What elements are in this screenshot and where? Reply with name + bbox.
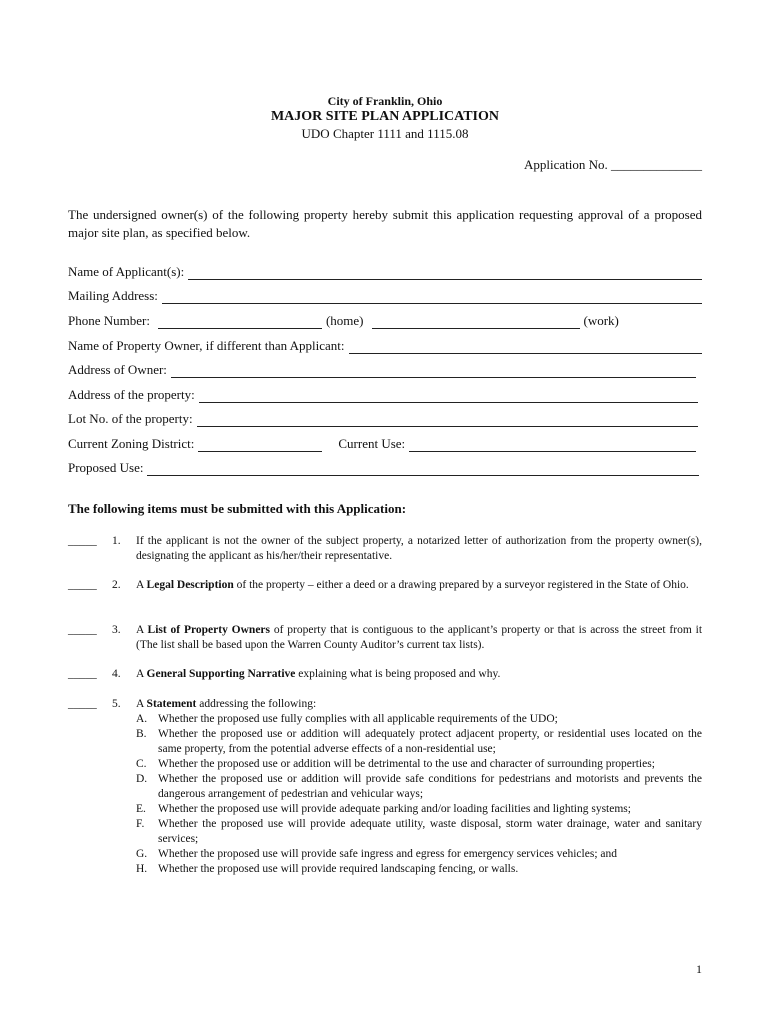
item-text-prefix: A [136, 579, 147, 591]
list-item [68, 534, 702, 566]
statement-letter: G. [136, 848, 148, 860]
current-use-line[interactable] [409, 439, 696, 452]
statement-letter: C. [136, 758, 147, 770]
proposed-use-field[interactable] [68, 460, 699, 476]
proposed-use-line[interactable] [147, 463, 699, 476]
statement-text: Whether the proposed use fully complies with all applicable requirements of the UDO; [158, 713, 558, 725]
item-bold-term: List of Property Owners [147, 624, 271, 636]
item-bold-term: Legal Description [146, 579, 234, 591]
statement-text: Whether the proposed use will provide adequate parking and/or loading facilities and lighting systems; [158, 803, 631, 815]
statement-text: Whether the proposed use or addition will be detrimental to the use and character of surrounding properties; [158, 758, 655, 770]
mailing-address-field[interactable] [68, 288, 702, 304]
statement-text: Whether the proposed use or addition will provide safe conditions for pedestrians and motorists and prevents the dangerous arrangement of pedestrian and vehicular ways; [158, 773, 702, 800]
current-use-label: Current Use: [338, 436, 406, 451]
owner-address-label: Address of Owner: [68, 362, 167, 377]
lot-number-line[interactable] [197, 414, 698, 427]
mailing-address-line[interactable] [162, 291, 702, 304]
intro-paragraph: The undersigned owner(s) of the following property hereby submit this application requesting approval of a proposed major site plan, as specified below. [68, 207, 702, 240]
property-owner-line[interactable] [349, 341, 703, 354]
item-text-prefix: A [136, 668, 147, 680]
statement-letter: B. [136, 728, 147, 740]
applicant-name-field[interactable] [68, 264, 702, 280]
statement-text: Whether the proposed use or addition will adequately protect adjacent property, or residential uses located on the same property, from the potential adverse effects of a non-residential use; [158, 728, 702, 755]
property-address-label: Address of the property: [68, 387, 195, 402]
owner-address-field[interactable] [68, 362, 696, 378]
item-text-rest: of property that is contiguous to the applicant’s property or that is across the street from it (The list shall be based upon the Warren County Auditor’s current tax lists). [136, 624, 703, 651]
item-text-rest: of the property – either a deed or a drawing prepared by a surveyor registered in the State of Ohio. [233, 579, 689, 591]
statement-letter: A. [136, 713, 148, 725]
zoning-use-field[interactable] [68, 436, 696, 452]
item-checkbox-line[interactable]: _____ [68, 579, 97, 591]
home-label: (home) [325, 313, 364, 328]
item-bold-term: Statement [146, 698, 197, 710]
statement-item [136, 862, 702, 877]
item-text [136, 697, 702, 877]
phone-number-label: Phone Number: [68, 313, 150, 328]
item-number: 4. [112, 668, 121, 680]
zoning-district-line[interactable] [198, 439, 322, 452]
statement-text: Whether the proposed use will provide safe ingress and egress for emergency services vehicles; and [158, 848, 617, 860]
item-number: 2. [112, 579, 121, 591]
statement-item [136, 712, 702, 727]
item-checkbox-line[interactable]: _____ [68, 624, 97, 636]
phone-number-field[interactable] [68, 313, 702, 329]
item-text [136, 623, 702, 653]
zoning-district-label: Current Zoning District: [68, 436, 195, 451]
item-text-rest: explaining what is being proposed and why. [295, 668, 501, 680]
list-item [68, 578, 702, 610]
work-phone-line[interactable] [372, 316, 580, 329]
item-text-prefix: A [136, 624, 148, 636]
owner-address-line[interactable] [171, 365, 696, 378]
items-heading: The following items must be submitted with this Application: [68, 501, 407, 516]
property-address-line[interactable] [199, 390, 698, 403]
home-phone-line[interactable] [158, 316, 322, 329]
item-text [136, 578, 702, 593]
item-text-rest: addressing the following: [196, 698, 317, 710]
item-checkbox-line[interactable]: _____ [68, 698, 97, 710]
page-number: 1 [696, 962, 702, 976]
statement-item [136, 727, 702, 757]
item-text [136, 667, 702, 682]
item-number: 5. [112, 698, 121, 710]
property-owner-field[interactable] [68, 338, 702, 354]
property-owner-label: Name of Property Owner, if different than Applicant: [68, 338, 345, 353]
statement-item [136, 802, 702, 817]
item-bold-term: General Supporting Narrative [146, 668, 296, 680]
statement-item [136, 757, 702, 772]
statement-text: Whether the proposed use will provide adequate utility, waste disposal, storm water drainage, water and sanitary services; [158, 818, 702, 845]
property-address-field[interactable] [68, 387, 698, 403]
city-heading: City of Franklin, Ohio [327, 94, 443, 108]
mailing-address-label: Mailing Address: [68, 288, 158, 303]
statement-text: Whether the proposed use will provide required landscaping fencing, or walls. [158, 863, 519, 875]
list-item [68, 667, 702, 683]
statement-letter: D. [136, 773, 148, 785]
item-checkbox-line[interactable]: _____ [68, 535, 97, 547]
item-text: If the applicant is not the owner of the subject property, a notarized letter of authorization from the property owner(s), designating the applicant as his/her/their representative. [136, 535, 702, 562]
item-number: 3. [112, 624, 121, 636]
lot-number-field[interactable] [68, 411, 698, 427]
form-title: MAJOR SITE PLAN APPLICATION [270, 109, 500, 124]
applicant-name-line[interactable] [188, 267, 702, 280]
statement-item [136, 772, 702, 802]
statement-item [136, 847, 702, 862]
statement-letter: E. [136, 803, 146, 815]
item-checkbox-line[interactable]: _____ [68, 668, 97, 680]
applicant-name-label: Name of Applicant(s): [68, 264, 185, 279]
form-subtitle: UDO Chapter 1111 and 1115.08 [301, 126, 469, 141]
lot-number-label: Lot No. of the property: [68, 411, 193, 426]
statement-letter: F. [136, 818, 145, 830]
statement-item [136, 817, 702, 847]
work-label: (work) [583, 313, 619, 328]
item-text-prefix: A [136, 698, 147, 710]
list-item [68, 623, 702, 655]
statement-letter: H. [136, 863, 148, 875]
item-number: 1. [112, 535, 121, 547]
list-item [68, 697, 702, 897]
proposed-use-label: Proposed Use: [68, 460, 144, 475]
application-number-field[interactable]: Application No. ______________ [523, 157, 702, 172]
